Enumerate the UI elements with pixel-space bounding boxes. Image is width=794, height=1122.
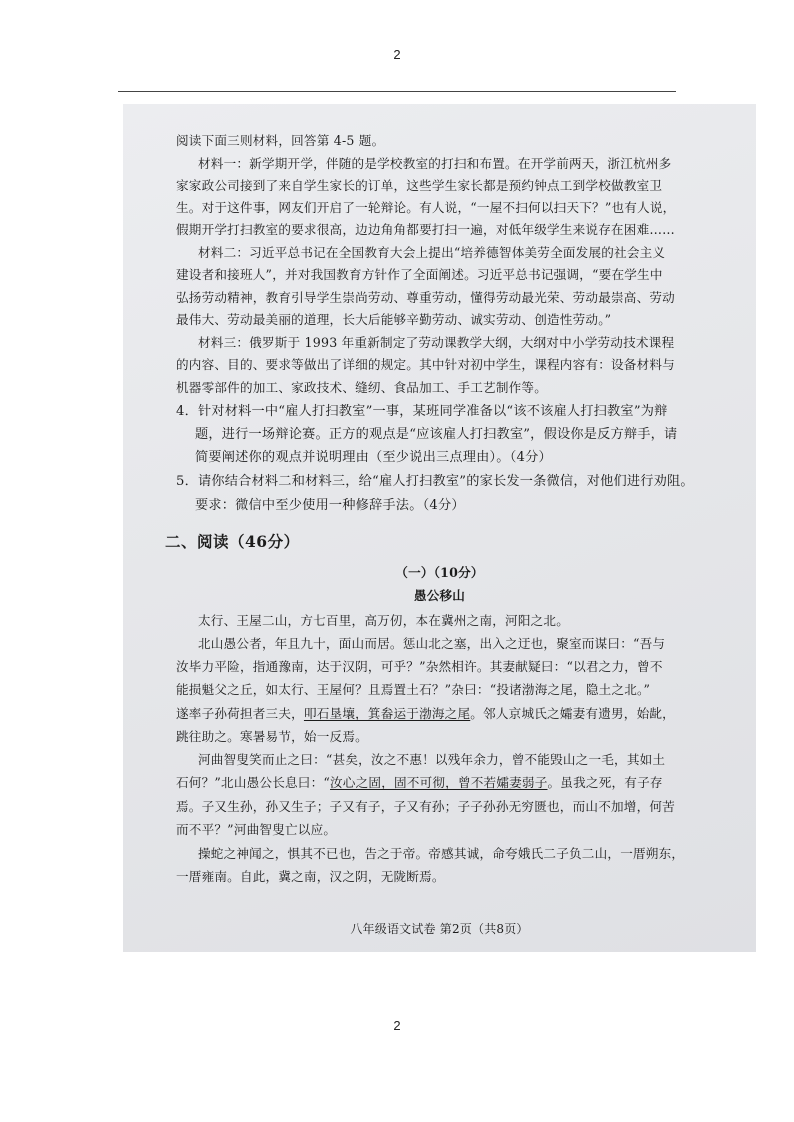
material3-line: 机器零部件的加工、家政技术、缝纫、食品加工、手工艺制作等。 (176, 380, 548, 395)
exam-footer: 八年级语文试卷 第2页（共8页） (350, 922, 529, 936)
passage-text: 石何？”北山愚公长息曰：“ (176, 775, 331, 790)
passage-line: 焉。子又生孙，孙又生子；子又有子，子又有孙；子子孙孙无穷匮也，而山不加增，何苦 (176, 799, 675, 814)
material3-line: 材料三：俄罗斯于 1993 年重新制定了劳动课教学大纲，大纲对中小学劳动技术课程 (198, 335, 675, 350)
passage-line: 河曲智叟笑而止之曰：“甚矣，汝之不惠！以残年余力，曾不能毁山之一毛，其如土 (198, 752, 666, 767)
material1-line: 材料一：新学期开学，伴随的是学校教室的打扫和布置。在开学前两天，浙江杭州多 (198, 156, 672, 171)
question-5-cont: 要求：微信中至少使用一种修辞手法。（4分） (195, 498, 465, 513)
passage-line: 能损魁父之丘，如太行、王屋何？且焉置土石？”杂曰：“投诸渤海之尾，隐土之北。” (176, 682, 651, 697)
passage-text: 。虽我之死，有子存 (547, 775, 663, 790)
reading-intro: 阅读下面三则材料，回答第 4-5 题。 (176, 133, 385, 148)
question-4-cont: 简要阐述你的观点并说明理由（至少说出三点理由）。（4分） (195, 450, 552, 465)
underlined-sentence-1: 叩石垦壤，箕畚运于渤海之尾 (303, 706, 471, 721)
passage-text: 。邻人京城氏之孀妻有遗男，始龀， (470, 706, 675, 721)
passage-line (176, 777, 663, 790)
header-rule (118, 91, 676, 92)
underlined-sentence-2: 汝心之固，固不可彻，曾不若孀妻弱子 (330, 775, 548, 790)
material2-line: 弘扬劳动精神，教育引导学生崇尚劳动、尊重劳动，懂得劳动最光荣、劳动最崇高、劳动 (176, 290, 675, 305)
passage-text: 遂率子孙荷担者三夫， (176, 706, 304, 721)
passage-line (176, 708, 675, 721)
question-5: 5．请你结合材料二和材料三，给“雇人打扫教室”的家长发一条微信，对他们进行劝阻。 (176, 474, 694, 489)
section-title: 二、阅读（46分） (165, 532, 300, 551)
material1-line: 生。对于这件事，网友们开启了一轮辩论。有人说，“一屋不扫何以扫天下？”也有人说， (176, 200, 676, 215)
exam-content (123, 104, 756, 952)
material1-line: 家家政公司接到了来自学生家长的订单，这些学生家长都是预约钟点工到学校做教室卫 (176, 178, 663, 193)
material2-line: 材料二：习近平总书记在全国教育大会上提出“培养德智体美劳全面发展的社会主义 (198, 245, 666, 260)
passage-line: 北山愚公者，年且九十，面山而居。惩山北之塞，出入之迂也，聚室而谋曰：“吾与 (198, 636, 666, 651)
passage-line: 太行、王屋二山，方七百里，高万仞，本在冀州之南，河阳之北。 (198, 613, 570, 628)
passage-line: 操蛇之神闻之，惧其不已也，告之于帝。帝感其诚，命夸娥氏二子负二山，一厝朔东， (198, 846, 685, 861)
page-number-bottom: 2 (393, 1018, 401, 1033)
question-4-cont: 题，进行一场辩论赛。正方的观点是“应该雇人打扫教室”，假设你是反方辩手，请 (195, 427, 678, 442)
material2-line: 最伟大、劳动最美丽的道理，长大后能够辛勤劳动、诚实劳动、创造性劳动。” (176, 312, 612, 327)
material3-line: 的内容、目的、要求等做出了详细的规定。其中针对初中学生，课程内容有：设备材料与 (176, 357, 675, 372)
passage-line: 而不平？”河曲智叟亡以应。 (176, 822, 337, 837)
passage-line: 汝毕力平险，指通豫南，达于汉阴，可乎？”杂然相许。其妻献疑曰：“以君之力，曾不 (176, 659, 663, 674)
passage-line: 一厝雍南。自此，冀之南，汉之阴，无陇断焉。 (176, 869, 445, 884)
passage-title: 愚公移山 (413, 588, 466, 603)
material2-line: 建设者和接班人”，并对我国教育方针作了全面阐述。习近平总书记强调，“要在学生中 (176, 267, 663, 282)
scanned-exam-page (123, 104, 756, 952)
question-4: 4．针对材料一中“雇人打扫教室”一事，某班同学准备以“该不该雇人打扫教室”为辩 (176, 404, 668, 419)
material1-line: 假期开学打扫教室的要求很高，边边角角都要打扫一遍，对低年级学生来说存在困难…… (176, 222, 675, 237)
passage-line: 跳往助之。寒暑易节，始一反焉。 (176, 729, 368, 744)
page-number-top: 2 (393, 47, 401, 62)
part-heading: （一）（10分） (395, 565, 484, 580)
